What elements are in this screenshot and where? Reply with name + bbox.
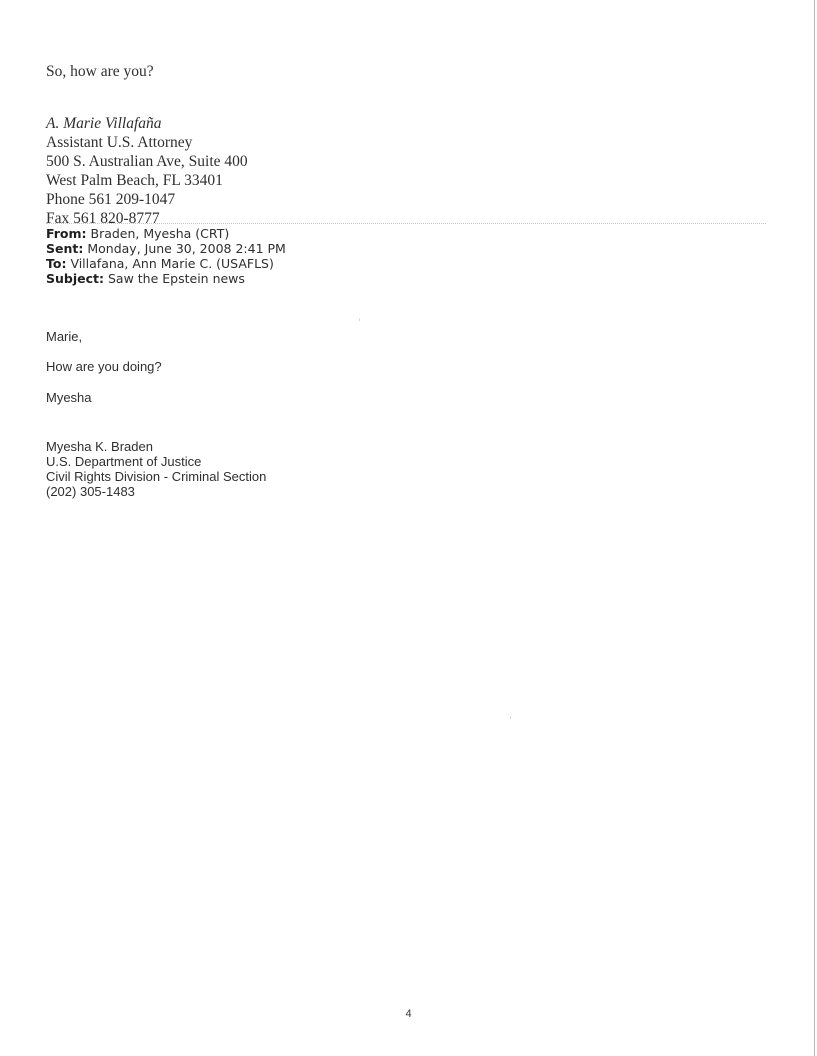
scan-speck xyxy=(359,318,360,321)
sender-signature-block xyxy=(46,114,248,228)
original-salutation: Marie, xyxy=(46,329,83,344)
signature-title: Assistant U.S. Attorney xyxy=(46,134,193,151)
to-value: Villafana, Ann Marie C. (USAFLS) xyxy=(70,256,274,271)
header-from xyxy=(46,226,286,241)
page-edge-line xyxy=(814,0,815,1056)
page-number: 4 xyxy=(405,1008,412,1020)
reply-greeting: So, how are you? xyxy=(46,63,154,80)
from-value: Braden, Myesha (CRT) xyxy=(90,226,230,241)
header-to xyxy=(46,256,286,271)
header-subject xyxy=(46,271,286,286)
sent-label: Sent: xyxy=(46,241,84,256)
signature-name: A. Marie Villafaña xyxy=(46,115,162,132)
original-signature-org: U.S. Department of Justice xyxy=(46,454,202,469)
subject-value: Saw the Epstein news xyxy=(107,271,245,286)
to-label: To: xyxy=(46,256,67,271)
signature-fax: Fax 561 820-8777 xyxy=(46,210,160,227)
original-body: How are you doing? xyxy=(46,359,162,374)
original-signature-division: Civil Rights Division - Criminal Section xyxy=(46,469,267,484)
message-separator xyxy=(46,223,766,225)
signature-phone: Phone 561 209-1047 xyxy=(46,191,176,208)
original-signature-block xyxy=(46,439,266,499)
original-signature-phone: (202) 305-1483 xyxy=(46,484,135,499)
scan-speck xyxy=(510,716,511,719)
signature-address-line-2: West Palm Beach, FL 33401 xyxy=(46,172,223,189)
header-sent xyxy=(46,241,286,256)
signature-address-line-1: 500 S. Australian Ave, Suite 400 xyxy=(46,153,248,170)
from-label: From: xyxy=(46,226,87,241)
original-signature-name: Myesha K. Braden xyxy=(46,439,153,454)
original-signoff: Myesha xyxy=(46,390,92,405)
original-message-header xyxy=(46,226,286,286)
subject-label: Subject: xyxy=(46,271,104,286)
sent-value: Monday, June 30, 2008 2:41 PM xyxy=(87,241,286,256)
